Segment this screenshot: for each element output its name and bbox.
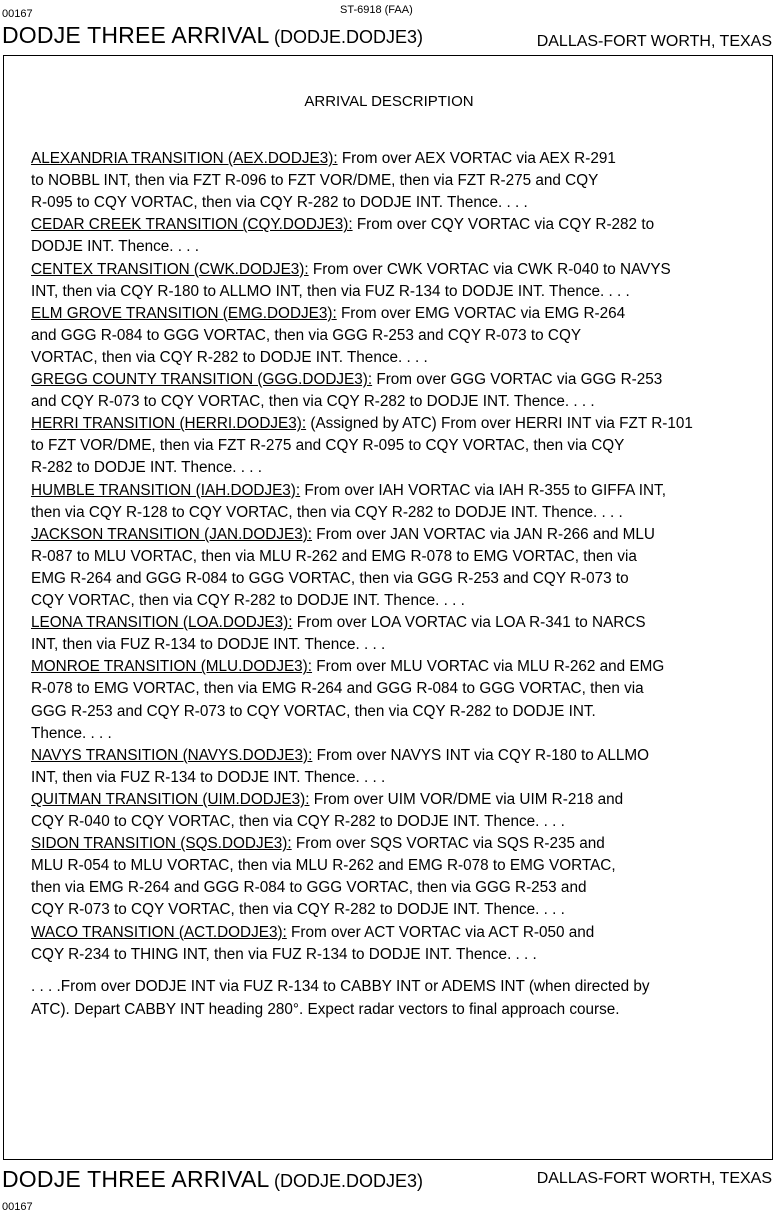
footer-code: 00167 [2, 1201, 33, 1213]
procedure-title [2, 22, 423, 49]
final-procedure-line: . . . .From over DODJE INT via FUZ R-134 to CABBY INT or ADEMS INT (when directed by [31, 978, 650, 995]
transition-route-text: From over LOA VORTAC via LOA R-341 to NARCS [292, 614, 646, 632]
transition-text-line [31, 328, 581, 343]
transition-name: HERRI TRANSITION (HERRI.DODJE3): [31, 415, 307, 433]
footer-title [2, 1166, 423, 1193]
transition-route-text: and CQY R-073 to CQY VORTAC, then via CQY R-282 to DODJE INT. Thence. . . . [31, 393, 595, 411]
transition-heading-line [31, 615, 646, 630]
transition-heading-line [31, 151, 616, 166]
transition-name: HUMBLE TRANSITION (IAH.DODJE3): [31, 481, 301, 499]
transition-text-line [31, 858, 616, 873]
transition-text-line [31, 239, 199, 254]
transition-name: NAVYS TRANSITION (NAVYS.DODJE3): [31, 746, 313, 764]
location: DALLAS-FORT WORTH, TEXAS [536, 33, 772, 50]
transition-name: QUITMAN TRANSITION (UIM.DODJE3): [31, 790, 310, 808]
transition-text-line [31, 704, 596, 719]
footer-procedure-designator: (DODJE.DODJE3) [273, 1171, 423, 1191]
transition-text-line [31, 947, 537, 962]
transition-heading-line [31, 527, 655, 542]
transition-route-text: From over IAH VORTAC via IAH R-355 to GIFFA INT, [300, 481, 666, 499]
transition-route-text: From over EMG VORTAC via EMG R-264 [336, 304, 626, 322]
transition-heading-line [31, 925, 594, 940]
transition-name: MONROE TRANSITION (MLU.DODJE3): [31, 658, 313, 676]
transition-route-text: then via EMG R-264 and GGG R-084 to GGG VORTAC, then via GGG R-253 and [31, 879, 587, 897]
transition-route-text: INT, then via FUZ R-134 to DODJE INT. Thence. . . . [31, 768, 386, 786]
transition-name: SIDON TRANSITION (SQS.DODJE3): [31, 835, 292, 853]
transition-name: ELM GROVE TRANSITION (EMG.DODJE3): [31, 304, 337, 322]
transition-text-line [31, 637, 385, 652]
transition-route-text: to FZT VOR/DME, then via FZT R-275 and CQY R-095 to CQY VORTAC, then via CQY [31, 437, 625, 455]
transition-route-text: INT, then via FUZ R-134 to DODJE INT. Thence. . . . [31, 636, 386, 654]
transition-text-line [31, 770, 385, 785]
transition-name: ALEXANDRIA TRANSITION (AEX.DODJE3): [31, 150, 338, 167]
transition-route-text: From over ACT VORTAC via ACT R-050 and [286, 923, 595, 941]
transition-name: LEONA TRANSITION (LOA.DODJE3): [31, 614, 293, 632]
transition-text-line [31, 350, 428, 365]
procedure-name: DODJE THREE ARRIVAL [2, 22, 270, 48]
transition-route-text: From over UIM VOR/DME via UIM R-218 and [309, 790, 624, 808]
transition-route-text: and GGG R-084 to GGG VORTAC, then via GGG R-253 and CQY R-073 to CQY [31, 326, 582, 344]
transition-heading-line [31, 372, 662, 387]
transition-route-text: INT, then via CQY R-180 to ALLMO INT, then via FUZ R-134 to DODJE INT. Thence. . . . [31, 282, 630, 300]
transition-route-text: DODJE INT. Thence. . . . [31, 238, 200, 256]
transition-name: GREGG COUNTY TRANSITION (GGG.DODJE3): [31, 371, 373, 388]
transition-text-line [31, 902, 565, 917]
transition-name: WACO TRANSITION (ACT.DODJE3): [31, 923, 287, 941]
transition-route-text: (Assigned by ATC) From over HERRI INT via FZT R-101 [306, 415, 693, 433]
transition-heading-line [31, 792, 623, 807]
transition-text-line [31, 195, 528, 210]
transition-route-text: From over CWK VORTAC via CWK R-040 to NAVYS [308, 260, 671, 278]
transition-route-text: CQY VORTAC, then via CQY R-282 to DODJE INT. Thence. . . . [31, 592, 465, 609]
transition-route-text: From over AEX VORTAC via AEX R-291 [337, 150, 616, 167]
transition-name: CENTEX TRANSITION (CWK.DODJE3): [31, 260, 309, 278]
transition-heading-line [31, 217, 654, 232]
footer-location: DALLAS-FORT WORTH, TEXAS [536, 1170, 772, 1187]
transition-route-text: From over JAN VORTAC via JAN R-266 and MLU [312, 525, 655, 543]
transition-route-text: CQY R-234 to THING INT, then via FUZ R-134 to DODJE INT. Thence. . . . [31, 945, 537, 963]
chart-code: 00167 [2, 8, 33, 20]
transition-text-line [31, 593, 465, 608]
transition-text-line [31, 681, 644, 696]
transition-text-line [31, 394, 595, 409]
transition-route-text: R-078 to EMG VORTAC, then via EMG R-264 and GGG R-084 to GGG VORTAC, then via [31, 680, 644, 698]
transition-heading-line [31, 483, 666, 498]
final-procedure-line: ATC). Depart CABBY INT heading 280°. Expect radar vectors to final approach course. [31, 1000, 620, 1018]
transition-route-text: From over CQY VORTAC via CQY R-282 to [352, 216, 655, 234]
transition-text-line [31, 880, 586, 895]
transition-heading-line [31, 659, 664, 674]
transition-name: JACKSON TRANSITION (JAN.DODJE3): [31, 525, 313, 543]
transition-route-text: R-087 to MLU VORTAC, then via MLU R-262 and EMG R-078 to EMG VORTAC, then via [31, 547, 637, 565]
footer-procedure-name: DODJE THREE ARRIVAL [2, 1166, 270, 1192]
transition-text-line [31, 173, 598, 188]
section-title: ARRIVAL DESCRIPTION [304, 93, 474, 110]
transition-heading-line [31, 306, 625, 321]
transition-text-line [31, 438, 624, 453]
transition-route-text: EMG R-264 and GGG R-084 to GGG VORTAC, then via GGG R-253 and CQY R-073 to [31, 569, 629, 587]
transition-route-text: From over MLU VORTAC via MLU R-262 and EMG [312, 658, 665, 676]
transition-text-line [31, 505, 623, 520]
transition-name: CEDAR CREEK TRANSITION (CQY.DODJE3): [31, 216, 353, 234]
transition-heading-line [31, 748, 649, 763]
transition-route-text: From over SQS VORTAC via SQS R-235 and [291, 835, 605, 853]
transition-route-text: GGG R-253 and CQY R-073 to CQY VORTAC, then via CQY R-282 to DODJE INT. [31, 702, 596, 720]
transition-text-line [31, 460, 262, 475]
transition-text-line [31, 571, 629, 586]
transition-route-text: From over GGG VORTAC via GGG R-253 [372, 371, 663, 388]
transition-text-line [31, 726, 112, 741]
transition-route-text: R-282 to DODJE INT. Thence. . . . [31, 459, 262, 477]
transition-route-text: From over NAVYS INT via CQY R-180 to ALLMO [312, 746, 649, 764]
transition-route-text: then via CQY R-128 to CQY VORTAC, then via CQY R-282 to DODJE INT. Thence. . . . [31, 503, 623, 521]
transition-heading-line [31, 416, 693, 431]
transition-route-text: CQY R-040 to CQY VORTAC, then via CQY R-282 to DODJE INT. Thence. . . . [31, 813, 565, 830]
transition-text-line [31, 549, 637, 564]
transition-route-text: VORTAC, then via CQY R-282 to DODJE INT. Thence. . . . [31, 348, 428, 366]
transition-text-line [31, 814, 565, 829]
transition-heading-line [31, 262, 671, 277]
transition-route-text: CQY R-073 to CQY VORTAC, then via CQY R-282 to DODJE INT. Thence. . . . [31, 901, 565, 919]
transition-route-text: to NOBBL INT, then via FZT R-096 to FZT VOR/DME, then via FZT R-275 and CQY [31, 172, 599, 190]
form-number: ST-6918 (FAA) [340, 4, 413, 16]
transition-route-text: R-095 to CQY VORTAC, then via CQY R-282 to DODJE INT. Thence. . . . [31, 194, 528, 212]
transition-route-text: MLU R-054 to MLU VORTAC, then via MLU R-262 and EMG R-078 to EMG VORTAC, [31, 857, 616, 875]
transition-heading-line [31, 836, 605, 851]
procedure-designator: (DODJE.DODJE3) [273, 27, 423, 47]
transition-route-text: Thence. . . . [31, 724, 112, 742]
transition-text-line [31, 284, 630, 299]
